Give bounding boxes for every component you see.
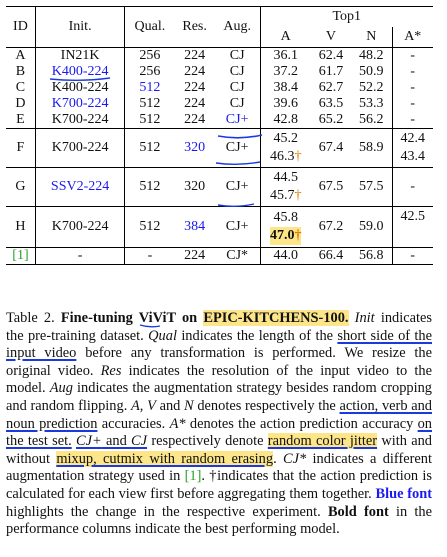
col-header-a: A [280, 29, 291, 44]
cell-a-view-value: 47.0 [269, 228, 295, 243]
cell-astar [392, 129, 433, 168]
table-row [6, 168, 433, 207]
cell-aug: CJ* [215, 248, 260, 265]
cell-init: K700-224 [35, 207, 124, 248]
cell-v: 67.4 [311, 129, 351, 168]
cell-a: 44.0 [260, 248, 311, 265]
cell-qual: - [125, 248, 175, 265]
cell-qual: 512 [125, 207, 175, 248]
cell-id: B [6, 64, 35, 80]
underline-annotation: on the test set. [6, 415, 432, 450]
dagger-mark: † [294, 188, 302, 203]
cell-n: 48.2 [351, 48, 392, 65]
cell-v: 67.5 [311, 168, 351, 207]
cell-a-value: 44.5 [273, 170, 298, 185]
cell-aug: CJ+ [215, 129, 260, 168]
cell-a: 37.2 [273, 64, 298, 79]
cell-v: 63.5 [318, 96, 344, 111]
cell-init: K700-224 [35, 112, 124, 129]
cell-init: K700-224 [35, 96, 124, 112]
cell-qual: 512 [139, 80, 161, 95]
cell-init: K400-224 [35, 80, 124, 96]
cell-astar: - [410, 64, 416, 79]
cell-init: SSV2-224 [35, 168, 124, 207]
cell-res: 224 [184, 64, 206, 79]
cell-a-view-value: 46.3 [269, 149, 295, 164]
cell-id-reference[interactable]: [1] [6, 248, 35, 265]
cell-a [260, 207, 311, 248]
caption-text: Table 2. Fine-tuning ViViT on EPIC-KITCHENS-100. Init indicates the pre-training dataset. Qual indicates the length of the short side of the input video before any transformation is performed. We resize the original video. Res indicates the resolution of the input video to the model. Aug indicates the augmentation strategy besides random cropping and random flipping. A, V and N denotes respectively the action, verb and noun prediction accuracies. A* denotes the action prediction accuracy on the test set. CJ+ and CJ respectively denote random color jitter with and without mixup, cutmix with random erasing. CJ* indicates a different augmentation strategy used in [1]. †indicates that the action prediction is calculated for each view first before aggregating them together. Blue font highlights the change in the respective experiment. Bold font in the performance columns indicate the best performing model. [6, 310, 433, 538]
cell-res: 320 [175, 129, 215, 168]
cell-aug: CJ [215, 64, 260, 80]
cell-astar-value: 42.4 [400, 131, 425, 146]
cell-qual: 512 [139, 112, 161, 127]
highlight-annotation: mixup, cutmix with random erasing [56, 450, 274, 467]
cell-a [260, 168, 311, 207]
cell-n: 50.9 [351, 64, 392, 80]
cell-id: C [6, 80, 35, 96]
cell-init: IN21K [35, 48, 124, 65]
table-row [6, 48, 433, 65]
cell-id: A [6, 48, 35, 65]
col-header-id: ID [6, 7, 35, 48]
cell-id: H [6, 207, 35, 248]
cell-n: 56.8 [351, 248, 392, 265]
cell-astar: 42.5 [392, 207, 433, 248]
col-header-n: N [351, 27, 392, 48]
cell-aug: CJ [215, 80, 260, 96]
dagger-mark: † [294, 228, 302, 243]
cell-res: 224 [175, 48, 215, 65]
cell-res: 224 [184, 80, 206, 95]
cell-qual: 512 [125, 168, 175, 207]
table-caption [6, 310, 432, 539]
table-row [6, 248, 433, 265]
table-row [6, 80, 433, 96]
cell-n: 56.2 [351, 112, 392, 129]
cell-n: 53.3 [351, 96, 392, 112]
cell-aug: CJ [215, 96, 260, 112]
cell-astar: - [410, 80, 416, 95]
cell-init: K700-224 [35, 129, 124, 168]
caption-title: Fine-tuning ViViT on EPIC-KITCHENS-100. [60, 310, 349, 326]
table-row [6, 112, 433, 129]
cell-res: 384 [175, 207, 215, 248]
cell-qual: 512 [125, 129, 175, 168]
cell-v: 65.2 [318, 112, 344, 127]
col-header-top1: Top1 [332, 9, 362, 24]
col-header-v: V [325, 29, 337, 44]
blue-font-example: Blue font [375, 485, 432, 502]
cell-astar: - [410, 112, 416, 127]
cell-aug: CJ+ [215, 112, 260, 129]
cell-qual: 256 [139, 64, 161, 79]
cell-aug: CJ [215, 48, 260, 65]
col-header-init: Init. [35, 7, 124, 48]
caption-label: Table 2. [6, 310, 55, 326]
cell-astar: - [410, 96, 416, 111]
cell-aug: CJ+ [215, 168, 260, 207]
cell-v: 67.2 [311, 207, 351, 248]
cell-init: - [35, 248, 124, 265]
cell-n: 59.0 [351, 207, 392, 248]
cell-a-value: 45.8 [273, 210, 298, 225]
results-table [6, 6, 433, 265]
cell-n: 58.9 [351, 129, 392, 168]
col-header-aug: Aug. [215, 7, 260, 48]
col-header-res: Res. [182, 19, 207, 34]
cell-v: 66.4 [311, 248, 351, 265]
col-header-qual: Qual. [134, 19, 166, 34]
table-row [6, 207, 433, 248]
dagger-mark: † [294, 149, 302, 164]
cell-res: 224 [175, 248, 215, 265]
cell-qual: 256 [125, 48, 175, 65]
cell-res: 320 [175, 168, 215, 207]
cell-v: 62.4 [311, 48, 351, 65]
cell-v: 61.7 [318, 64, 344, 79]
cell-a: 38.4 [273, 80, 298, 95]
cell-id: F [6, 129, 35, 168]
cell-astar-view-value: 43.4 [400, 149, 425, 164]
cell-astar: - [392, 48, 433, 65]
cell-a [260, 129, 311, 168]
cell-qual: 512 [139, 96, 161, 111]
col-header-astar: A* [404, 29, 422, 44]
cell-res: 224 [184, 112, 206, 127]
underline-annotation: action, verb and noun prediction [6, 397, 432, 432]
table-row [6, 129, 433, 168]
bold-font-example: Bold font [327, 503, 389, 520]
cell-v: 62.7 [318, 80, 344, 95]
cell-a: 36.1 [260, 48, 311, 65]
cell-astar: - [392, 248, 433, 265]
cell-astar: - [392, 168, 433, 207]
cell-aug: CJ+ [215, 207, 260, 248]
cell-n: 57.5 [351, 168, 392, 207]
dataset-name-highlight: EPIC-KITCHENS-100. [203, 310, 349, 326]
table-header-row-1 [6, 7, 433, 28]
cell-n: 52.2 [351, 80, 392, 96]
highlight-annotation: random color jitter [267, 433, 378, 450]
cell-a: 42.8 [273, 112, 298, 127]
underline-annotation: short side of the input video [6, 327, 433, 362]
cell-id: G [6, 168, 35, 207]
cell-id: D [6, 96, 35, 112]
cell-a: 39.6 [273, 96, 298, 111]
table-row [6, 96, 433, 112]
cell-init: K400-224 [35, 64, 124, 80]
citation-link[interactable]: [1] [184, 468, 202, 485]
table-row [6, 64, 433, 80]
cell-a-view-value: 45.7 [269, 188, 295, 203]
cell-id: E [6, 112, 35, 129]
cell-a-value: 45.2 [273, 131, 298, 146]
cell-res: 224 [184, 96, 206, 111]
